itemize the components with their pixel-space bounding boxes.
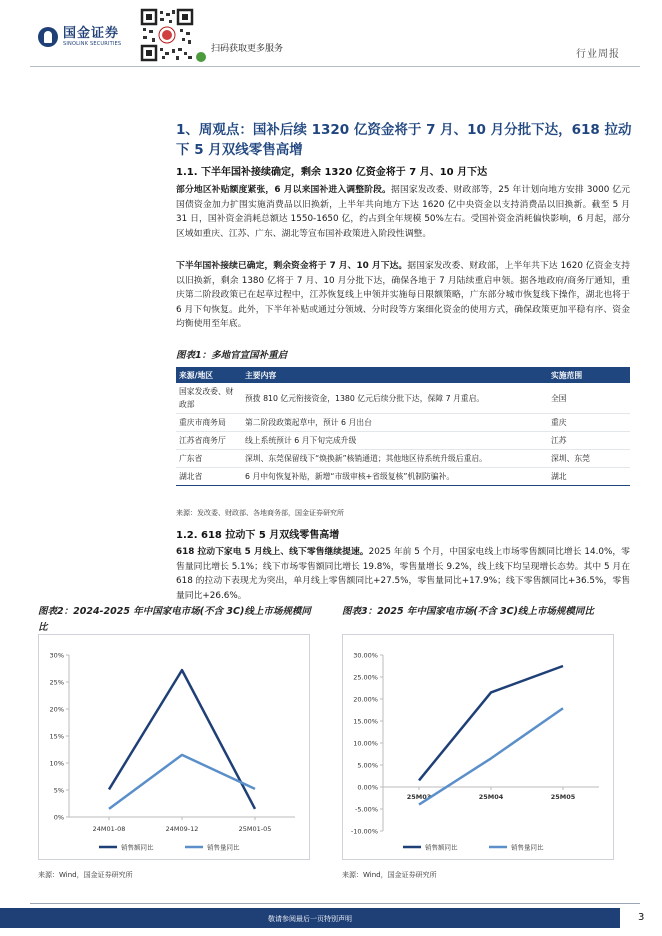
table-cell: 江苏省商务厅 — [176, 432, 242, 450]
table-row — [176, 383, 630, 414]
legend-label-1: 销售额同比 — [121, 843, 154, 852]
chart-2-source: 来源：Wind，国金证券研究所 — [342, 871, 437, 879]
chart-1-container — [38, 634, 310, 860]
legend-label-2: 销售量同比 — [207, 843, 240, 852]
footer-divider — [30, 903, 640, 904]
logo-name-en: SINOLINK SECURITIES — [63, 41, 122, 47]
table-cell: 预拨 810 亿元衔接资金，1380 亿元后续分批下达，保障 7 月重启。 — [242, 383, 548, 414]
page-header — [0, 0, 662, 66]
table-header-cell: 实施范围 — [548, 367, 630, 383]
chart-1-svg — [39, 635, 309, 859]
paragraph-2 — [176, 259, 630, 332]
x-tick-label: 25M01-05 — [238, 825, 272, 833]
table-cell: 广东省 — [176, 450, 242, 468]
table-header-cell: 主要内容 — [242, 367, 548, 383]
subsection-title-2: 1.2. 618 拉动下 5 月双线零售高增 — [176, 530, 340, 541]
table-cell: 湖北省 — [176, 468, 242, 486]
table-row — [176, 432, 630, 450]
policy-table — [176, 367, 630, 486]
table-cell: 国家发改委、财政部 — [176, 383, 242, 414]
y-tick-label: 30.00% — [353, 651, 378, 660]
y-tick-label: 15.00% — [353, 717, 378, 726]
report-category: 行业周报 — [576, 49, 620, 60]
table-cell: 第二阶段政策起草中，预计 6 月出台 — [242, 414, 548, 432]
chart-2-container — [342, 634, 614, 860]
section-title: 1、周观点：国补后续 1320 亿资金将于 7 月、10 月分批下达，618 拉动下 5 月双线零售高增 — [176, 122, 632, 158]
table-cell: 湖北 — [548, 468, 630, 486]
logo-name-cn: 国金证券 — [63, 26, 120, 41]
x-tick-label: 24M01-08 — [92, 825, 126, 833]
x-tick-label: 24M09-12 — [165, 825, 199, 833]
y-tick-label: 30% — [49, 651, 64, 660]
y-tick-label: 0.00% — [357, 783, 378, 792]
table-cell: 6 月中旬恢复补贴，新增“市级审核+省级复核”机制防骗补。 — [242, 468, 548, 486]
paragraph-1-body: 据国家发改委、财政部等，25 年计划向地方安排 3000 亿元国债资金加力扩围实施消费品以旧换新，上半年共向地方下达 1620 亿中央资金以支持消费品以旧换新。截至 5 月 31 日，国补资金消耗总额达 1550-1650 亿，约占到全年规模 50%左右。受国补资金消耗偏快影响，6 月起，部分区域如重庆、江苏、广东、湖北等宣布国补政策进入阶段性调整。 — [176, 185, 630, 239]
y-tick-label: -5.00% — [355, 805, 378, 814]
page-number: 3 — [638, 912, 645, 923]
table-row — [176, 450, 630, 468]
y-tick-label: 0% — [53, 813, 64, 822]
header-divider — [30, 66, 640, 67]
table-header-row — [176, 367, 630, 383]
y-tick-label: 5.00% — [357, 761, 378, 770]
y-tick-label: 10% — [49, 759, 64, 768]
y-tick-label: 20.00% — [353, 695, 378, 704]
table-cell: 江苏 — [548, 432, 630, 450]
series-line-1 — [109, 670, 255, 809]
legend-label-1: 销售额同比 — [425, 843, 458, 852]
paragraph-2-body: 据国家发改委、财政部，上半年共下达 1620 亿资金支持以旧换新，剩余 1380 亿将于 7 月、10 月分批下达，确保各地于 7 月陆续重启申领。据各地政府/商务厅通知，重庆第二阶段政策已在起草过程中，江苏恢复线上申领并实施每日限额策略，广东部分城市恢复线下操作，湖北也将于 6 月下旬恢复。此外，下半年补贴或通过分领域、分时段等方案细化资金的使用方式，确保政策更加平稳有序、资金均衡使用至年底。 — [176, 261, 630, 330]
table-source: 来源：发改委、财政部、各地商务部，国金证券研究所 — [176, 509, 344, 517]
paragraph-2-lead: 下半年国补接续已确定，剩余资金将于 7 月、10 月下达。 — [176, 261, 408, 271]
series-line-2 — [419, 708, 563, 804]
table-header-cell: 来源/地区 — [176, 367, 242, 383]
x-tick-label: 25M04 — [478, 793, 504, 801]
y-tick-label: 20% — [49, 705, 64, 714]
chart-2-title: 图表3：2025 年中国家电市场(不含 3C)线上市场规模同比 — [342, 606, 594, 617]
paragraph-1 — [176, 183, 630, 241]
table-row — [176, 468, 630, 486]
y-tick-label: 15% — [49, 732, 64, 741]
y-tick-label: 25% — [49, 678, 64, 687]
table-cell: 深圳、东莞保留线下“焕换新”核销通道；其他地区待系统升级后重启。 — [242, 450, 548, 468]
table-cell: 重庆 — [548, 414, 630, 432]
table-cell: 线上系统预计 6 月下旬完成升级 — [242, 432, 548, 450]
y-tick-label: -10.00% — [350, 827, 378, 836]
qr-code-icon[interactable] — [140, 8, 194, 62]
paragraph-3-lead: 618 拉动下家电 5 月线上、线下零售继续提速。 — [176, 547, 369, 557]
x-tick-label: 25M03 — [406, 793, 432, 801]
paragraph-3-body: 2025 年前 5 个月，中国家电线上市场零售额同比增长 14.0%，零售量同比增长 5.1%；线下市场零售额同比增长 19.8%，零售量增长 9.2%，线上线下均呈现增长态势。其中 5 月在 618 的拉动下表现尤为突出，单月线上零售额同比+27.5%，零售量同比+17.9%；线下零售额同比+36.5%，零售量同比+26.6%。 — [176, 547, 630, 601]
y-tick-label: 25.00% — [353, 673, 378, 682]
footer-disclaimer[interactable]: 敬请参阅最后一页特别声明 — [268, 915, 352, 923]
table-title: 图表1：多地官宣国补重启 — [176, 350, 288, 361]
table-cell: 深圳、东莞 — [548, 450, 630, 468]
paragraph-3 — [176, 545, 630, 603]
x-tick-label: 25M05 — [550, 793, 576, 801]
legend-label-2: 销售量同比 — [511, 843, 544, 852]
series-line-2 — [109, 755, 255, 809]
subsection-title-1: 1.1. 下半年国补接续确定，剩余 1320 亿资金将于 7 月、10 月下达 — [176, 167, 488, 178]
paragraph-1-lead: 部分地区补贴额度紧张，6 月以来国补进入调整阶段。 — [176, 185, 391, 195]
table-row — [176, 414, 630, 432]
chart-1-title: 图表2：2024-2025 年中国家电市场(不含 3C)线上市场规模同比 — [38, 606, 311, 633]
table-cell: 全国 — [548, 383, 630, 414]
logo-mark-icon — [38, 27, 58, 47]
y-tick-label: 5% — [53, 786, 64, 795]
qr-badge-icon — [196, 52, 206, 62]
chart-2-svg — [343, 635, 613, 859]
table-cell: 重庆市商务局 — [176, 414, 242, 432]
scan-hint: 扫码获取更多服务 — [211, 44, 284, 54]
y-tick-label: 10.00% — [353, 739, 378, 748]
company-logo — [38, 26, 121, 48]
chart-1-source: 来源：Wind，国金证券研究所 — [38, 871, 133, 879]
